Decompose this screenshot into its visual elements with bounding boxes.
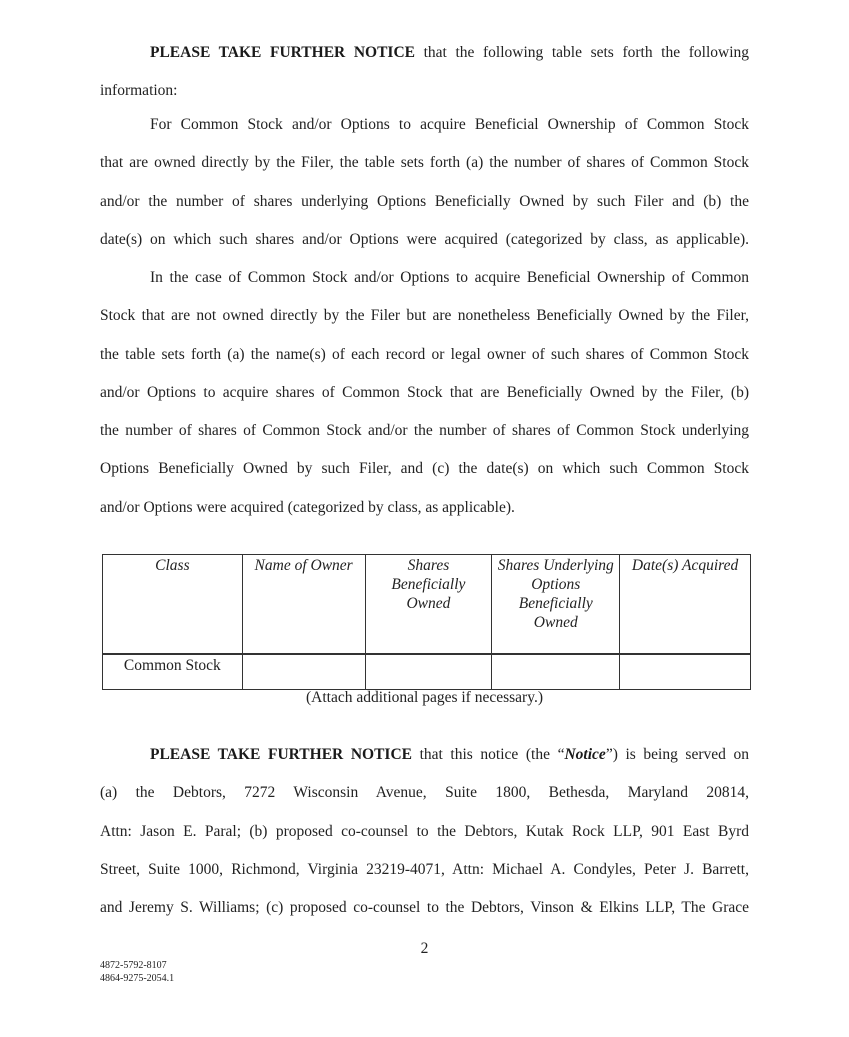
indirect-line-2: Stock that are not owned directly by the Filer but are nonetheless Beneficially Owned by the Filer, xyxy=(100,307,749,325)
attach-pages-note: (Attach additional pages if necessary.) xyxy=(306,689,543,706)
cell-shares-owned xyxy=(365,654,492,690)
ownership-table xyxy=(102,554,751,690)
table-header-row xyxy=(103,555,751,655)
notice-2-line-1 xyxy=(100,736,749,774)
indirect-line-3: the table sets forth (a) the name(s) of each record or legal owner of such shares of Common Stock xyxy=(100,345,749,363)
notice-2-text-a: that this notice (the “ xyxy=(411,746,565,763)
notice-1-text: that the following table sets forth the following xyxy=(415,44,749,61)
direct-line-1: For Common Stock and/or Options to acquire Beneficial Ownership of Common Stock xyxy=(150,116,749,133)
indirect-line-6: Options Beneficially Owned by such Filer, and (c) the date(s) on which such Common Stock xyxy=(100,460,749,478)
direct-line-2: that are owned directly by the Filer, the table sets forth (a) the number of shares of Common Stock xyxy=(100,154,749,172)
indirect-line-4: and/or Options to acquire shares of Common Stock that are Beneficially Owned by the Filer, (b) xyxy=(100,383,749,401)
page-number: 2 xyxy=(420,940,429,957)
notice-1-line-2: information: xyxy=(100,82,178,100)
notice-1-line-1 xyxy=(100,34,749,72)
indirect-line-1: In the case of Common Stock and/or Options to acquire Beneficial Ownership of Common xyxy=(150,269,749,286)
direct-ownership-paragraph xyxy=(100,106,749,259)
document-id-1: 4872-5792-8107 xyxy=(100,960,167,971)
notice-paragraph-1 xyxy=(100,34,749,111)
table-row xyxy=(103,654,751,690)
notice-paragraph-2 xyxy=(100,736,749,927)
direct-line-4: date(s) on which such shares and/or Options were acquired (categorized by class, as applicable). xyxy=(100,230,749,248)
direct-line-3: and/or the number of shares underlying Options Beneficially Owned by such Filer and (b) the xyxy=(100,192,749,210)
header-shares-owned: Shares Beneficially Owned xyxy=(365,555,492,655)
cell-shares-underlying xyxy=(492,654,620,690)
header-name-of-owner: Name of Owner xyxy=(242,555,365,655)
indirect-line-5: the number of shares of Common Stock and/or the number of shares of Common Stock underlying xyxy=(100,422,749,440)
notice-2-line-3: Attn: Jason E. Paral; (b) proposed co-counsel to the Debtors, Kutak Rock LLP, 901 East Byrd xyxy=(100,822,749,840)
indirect-ownership-paragraph xyxy=(100,259,749,527)
notice-2-line-5: and Jeremy S. Williams; (c) proposed co-counsel to the Debtors, Vinson & Elkins LLP, The Grace xyxy=(100,899,749,917)
notice-1-bold: PLEASE TAKE FURTHER NOTICE xyxy=(150,44,415,61)
indirect-line-7: and/or Options were acquired (categorized by class, as applicable). xyxy=(100,498,515,516)
cell-dates-acquired xyxy=(620,654,751,690)
cell-owner-name xyxy=(242,654,365,690)
notice-defined-term: Notice xyxy=(564,746,606,763)
header-class: Class xyxy=(103,555,243,655)
document-id-2: 4864-9275-2054.1 xyxy=(100,973,175,984)
notice-2-line-2: (a) the Debtors, 7272 Wisconsin Avenue, Suite 1800, Bethesda, Maryland 20814, xyxy=(100,784,749,802)
notice-2-text-b: ”) is being served on xyxy=(605,746,749,763)
header-dates-acquired: Date(s) Acquired xyxy=(620,555,751,655)
notice-2-bold: PLEASE TAKE FURTHER NOTICE xyxy=(150,746,412,763)
notice-2-line-4: Street, Suite 1000, Richmond, Virginia 23219-4071, Attn: Michael A. Condyles, Peter J. Barrett, xyxy=(100,860,749,878)
cell-class: Common Stock xyxy=(103,654,243,690)
header-shares-underlying-options: Shares Underlying Options Beneficially Owned xyxy=(492,555,620,655)
